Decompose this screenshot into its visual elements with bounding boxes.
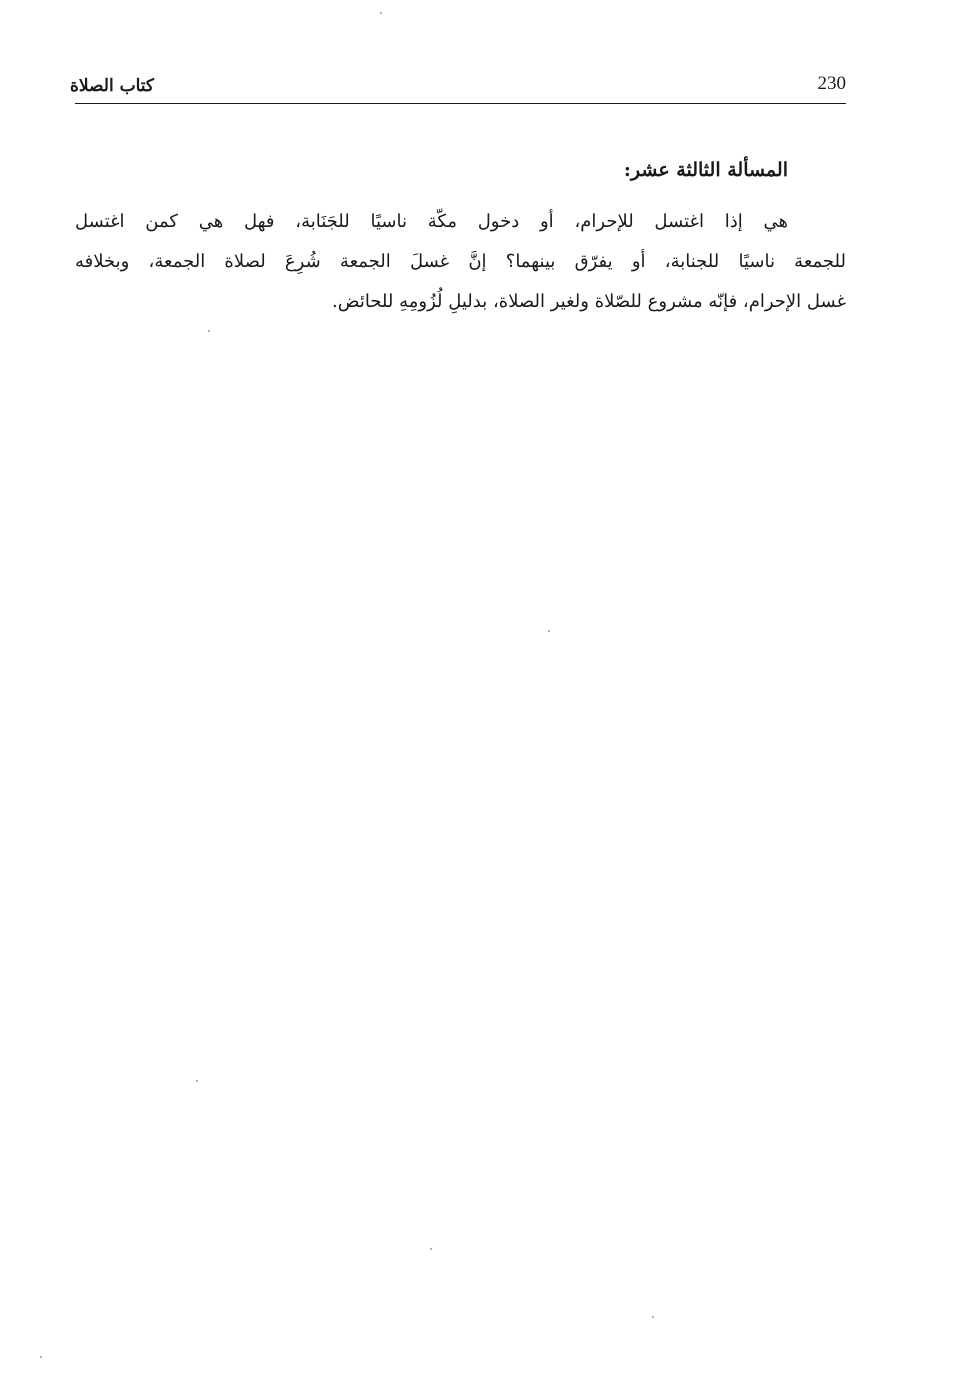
paragraph-line-1: هي إذا اغتسل للإحرام، أو دخول مكّة ناسيًا للجَنَابة، فهل هي كمن اغتسل — [75, 211, 788, 232]
header-rule — [75, 103, 846, 104]
paragraph-line-2: للجمعة ناسيًا للجنابة، أو يفرّق بينهما؟ إنَّ غسلَ الجمعة شُرِعَ لصلاة الجمعة، وبخلافه — [75, 251, 846, 272]
scan-speck — [40, 1356, 42, 1358]
scan-speck — [548, 630, 550, 632]
scan-speck — [652, 1316, 654, 1318]
running-header — [69, 68, 846, 104]
scan-speck — [208, 330, 210, 332]
scan-speck — [380, 12, 382, 14]
section-heading: المسألة الثالثة عشر: — [623, 159, 788, 181]
running-header-title: كتاب الصلاة — [69, 76, 154, 96]
page-number: 230 — [817, 73, 846, 94]
paragraph-line-3: غسل الإحرام، فإنّه مشروع للصّلاة ولغير الصلاة، بدليلِ لُزُومِهِ للحائض. — [332, 291, 846, 312]
body-paragraph — [75, 202, 846, 322]
scan-speck — [196, 1080, 198, 1082]
scan-speck — [430, 1248, 432, 1250]
